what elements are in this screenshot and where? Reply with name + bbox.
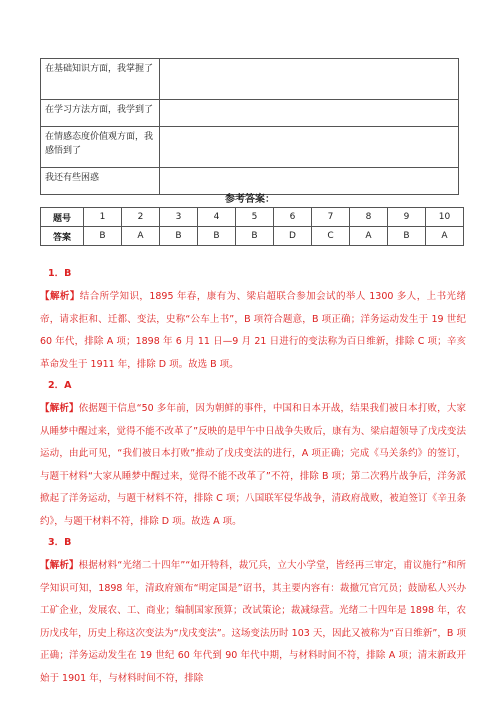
answer-letter: B (236, 227, 274, 246)
answer-key-title: 参考答案： (225, 194, 275, 205)
answer-letter: A (426, 227, 464, 246)
answer-letter: A (122, 227, 160, 246)
analysis-tag: 【解析】 (40, 403, 79, 414)
question-number: 1 (84, 208, 122, 227)
explanation-text: 依据题干信息“50 多年前，因为朝鲜的事件，中国和日本开战，结果我们被日本打败，大家从睡梦中醒过来，觉得不能不改革了”反映的是甲午中日战争失败后，康有为、梁启超领导了戊戌变法运动，由此可见，“我们被日本打败”推动了戊戌变法的进行，A 项正确；完成《马关条约》的签订，与题干材料“大家从睡梦中醒过来，觉得不能不改革了”不符，排除 B 项；第二次鸦片战争后，洋务派掀起了洋务运动，与题干材料不符，排除 C 项；八国联军侵华战争，清政府战败，被迫签订《辛丑条约》，与题干材料不符，排除 D 项。故选 A 项。 (40, 403, 466, 527)
reflection-label: 在学习方法方面，我学到了 (41, 100, 160, 127)
explanation-paragraph (40, 398, 466, 533)
answer-letter: B (198, 227, 236, 246)
question-heading: 2．A (48, 380, 72, 391)
question-heading: 3．B (48, 537, 72, 548)
answer-letter: B (388, 227, 426, 246)
question-number: 8 (350, 208, 388, 227)
table-row (41, 127, 459, 168)
reflection-answer-cell (160, 100, 459, 127)
question-heading: 1．B (48, 268, 72, 279)
table-row (41, 208, 464, 227)
question-number: 2 (122, 208, 160, 227)
table-row (41, 59, 459, 100)
question-number: 9 (388, 208, 426, 227)
explanation-paragraph (40, 555, 466, 690)
explanation-paragraph (40, 286, 466, 376)
question-number: 4 (198, 208, 236, 227)
reflection-answer-cell (160, 127, 459, 168)
table-row (41, 100, 459, 127)
answer-letter: A (350, 227, 388, 246)
reflection-table (40, 58, 459, 195)
question-number: 10 (426, 208, 464, 227)
reflection-answer-cell (160, 59, 459, 100)
answer-letter: C (312, 227, 350, 246)
row-header: 答案 (41, 227, 84, 246)
question-number: 5 (236, 208, 274, 227)
answer-letter: B (84, 227, 122, 246)
analysis-tag: 【解析】 (40, 560, 79, 571)
table-row (41, 227, 464, 246)
reflection-label: 在基础知识方面，我掌握了 (41, 59, 160, 100)
analysis-tag: 【解析】 (40, 291, 80, 302)
question-number: 7 (312, 208, 350, 227)
answer-letter: B (160, 227, 198, 246)
reflection-label: 在情感态度价值观方面，我感悟到了 (41, 127, 160, 168)
row-header: 题号 (41, 208, 84, 227)
question-number: 3 (160, 208, 198, 227)
reflection-label: 我还有些困惑 (41, 168, 160, 195)
explanation-text: 结合所学知识，1895 年春，康有为、梁启超联合参加会试的举人 1300 多人，上书光绪帝，请求拒和、迁都、变法，史称“公车上书”，B 项符合题意，B 项正确；洋务运动发生于 19 世纪 60 年代，排除 A 项；1898 年 6 月 11 日—9 月 21 日进行的变法称为百日维新，排除 C 项；辛亥革命发生于 1911 年，排除 D 项。故选 B 项。 (40, 291, 466, 370)
answer-letter: D (274, 227, 312, 246)
question-number: 6 (274, 208, 312, 227)
explanation-text: 根据材料“光绪二十四年”“如开特科，裁冗兵，立大小学堂，皆经再三审定，甫议施行”和所学知识可知，1898 年，清政府颁布“明定国是”诏书，其主要内容有：裁撤冗官冗员；鼓励私人兴办工矿企业，发展农、工、商业；编制国家预算；改试策论；裁减绿营。光绪二十四年是 1898 年，农历戊戌年，历史上称这次变法为“戊戌变法”。这场变法历时 103 天，因此又被称为“百日维新”，B 项正确；洋务运动发生在 19 世纪 60 年代到 90 年代中期，与材料时间不符，排除 A 项；清末新政开始于 1901 年，与材料时间不符，排除 (40, 560, 466, 684)
answer-key-table (40, 207, 464, 246)
explanations (40, 268, 466, 694)
